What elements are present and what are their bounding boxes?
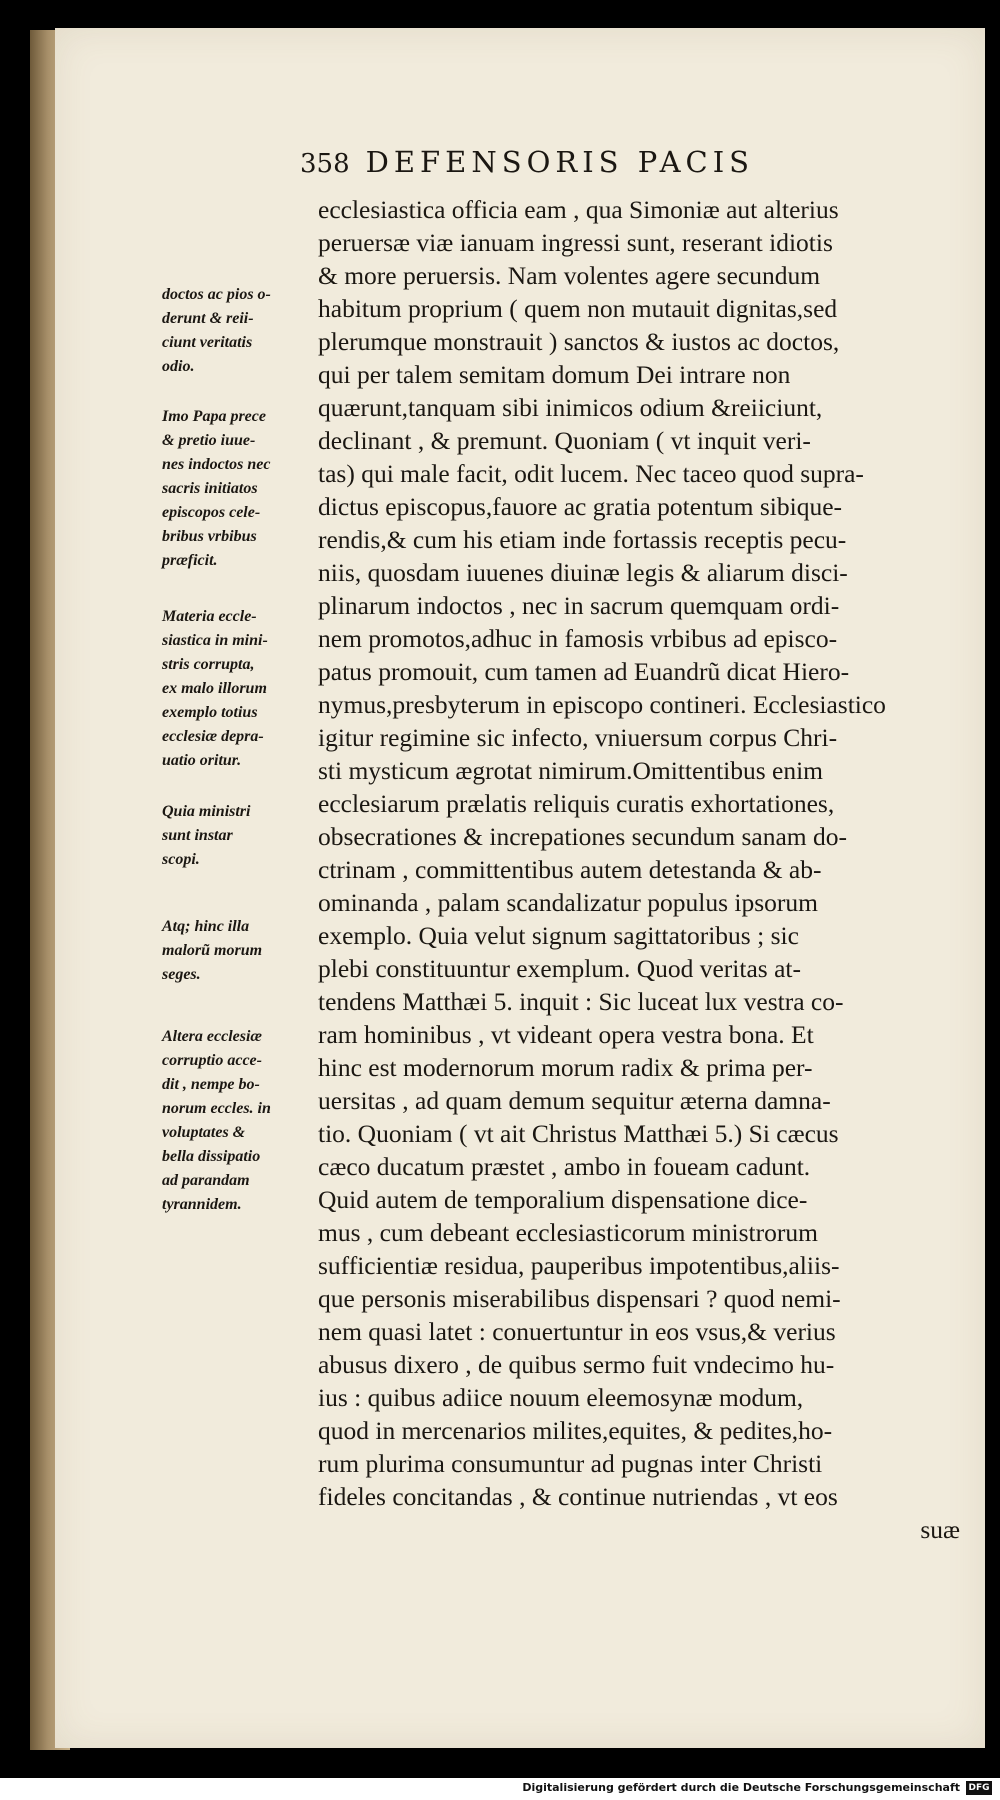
text-line: abusus dixero , de quibus sermo fuit vndecimo hu- [318,1350,835,1379]
margin-note-line: doctos ac pios o- [162,286,271,303]
funding-credit: Digitalisierung gefördert durch die Deutsche Forschungsgemeinschaft [522,1781,960,1794]
margin-note-line: siastica in mini- [162,632,268,649]
text-line: igitur regimine sic infecto, vniuersum corpus Chri- [318,723,838,752]
margin-note-line: Imo Papa prece [162,408,266,425]
margin-note-line: & pretio iuue- [162,432,256,449]
margin-note-line: episcopos cele- [162,504,261,521]
margin-note-line: voluptates & [162,1124,246,1141]
text-line: habitum proprium ( quem non mutauit dignitas,sed [318,294,838,323]
text-line: ecclesiarum prælatis reliquis curatis exhortationes, [318,789,835,818]
running-title: DEFENSORIS PACIS [365,145,755,179]
margin-note-line: derunt & reii- [162,310,254,327]
text-line: exemplo. Quia velut signum sagittatoribus ; sic [318,921,799,950]
text-line: peruersæ viæ ianuam ingressi sunt, reserant idiotis [318,228,833,257]
text-line: dictus episcopus,fauore ac gratia potentum sibique- [318,492,843,521]
text-line: sufficientiæ residua, pauperibus impotentibus,aliis- [318,1251,840,1280]
text-line: niis, quosdam iuuenes diuinæ legis & aliarum disci- [318,558,848,587]
text-line: quod in mercenarios milites,equites, & pedites,ho- [318,1416,833,1445]
text-line: declinant , & premunt. Quoniam ( vt inquit veri- [318,426,811,455]
text-line: quærunt,tanquam sibi inimicos odium &reiiciunt, [318,393,823,422]
margin-note-line: Materia eccle- [162,608,257,625]
margin-note-line: corruptio acce- [162,1052,262,1069]
margin-note-line: præficit. [162,552,218,569]
text-line: sti mysticum ægrotat nimirum.Omittentibus enim [318,756,824,785]
text-line: fideles concitandas , & continue nutriendas , vt eos [318,1482,838,1511]
margin-note-line: nes indoctos nec [162,456,271,473]
text-line: ram hominibus , vt videant opera vestra bona. Et [318,1020,814,1049]
margin-note-line: scopi. [162,851,200,868]
margin-note [162,283,322,379]
text-line: nymus,presbyterum in episcopo contineri. Ecclesiastico [318,690,886,719]
text-line: mus , cum debeant ecclesiasticorum ministrorum [318,1218,818,1247]
text-line: plinarum indoctos , nec in sacrum quemquam ordi- [318,591,840,620]
text-line: Quid autem de temporalium dispensatione dice- [318,1185,808,1214]
footer-strip [0,1778,1000,1800]
margin-note-line: malorũ morum [162,942,263,959]
text-line: patus promouit, cum tamen ad Euandrũ dicat Hiero- [318,657,850,686]
margin-note-line: ad parandam [162,1172,250,1189]
text-line: rendis,& cum his etiam inde fortassis receptis pecu- [318,525,847,554]
text-line: hinc est modernorum morum radix & prima per- [318,1053,813,1082]
text-line: tendens Matthæi 5. inquit : Sic luceat lux vestra co- [318,987,844,1016]
text-line: ius : quibus adiice nouum eleemosynæ modum, [318,1383,804,1412]
margin-note-line: seges. [162,966,201,983]
margin-note-line: bribus vrbibus [162,528,257,545]
text-line: qui per talem semitam domum Dei intrare non [318,360,791,389]
text-line: rum plurima consumuntur ad pugnas inter Christi [318,1449,823,1478]
margin-note-line: exemplo totius [162,704,258,721]
margin-note-line: odio. [162,358,195,375]
margin-note-line: dit , nempe bo- [162,1076,260,1093]
text-line: & more peruersis. Nam volentes agere secundum [318,261,821,290]
margin-note-line: Quia ministri [162,803,251,820]
margin-note-line: tyrannidem. [162,1196,242,1213]
margin-note-line: norum eccles. in [162,1100,271,1117]
text-line: plebi constituuntur exemplum. Quod veritas at- [318,954,801,983]
text-line: tio. Quoniam ( vt ait Christus Matthæi 5.) Si cæcus [318,1119,839,1148]
margin-note-line: sunt instar [162,827,233,844]
text-line: ominanda , palam scandalizatur populus ipsorum [318,888,818,917]
margin-note [162,605,322,773]
text-line: tas) qui male facit, odit lucem. Nec taceo quod supra- [318,459,864,488]
text-line: suæ [920,1515,960,1544]
text-line: uersitas , ad quam demum sequitur æterna damna- [318,1086,831,1115]
text-line: plerumque monstrauit ) sanctos & iustos ac doctos, [318,327,840,356]
margin-note-line: ecclesiæ depra- [162,728,264,745]
dfg-logo: DFG [966,1781,992,1795]
margin-note-line: Atq; hinc illa [162,918,250,935]
margin-note [162,915,322,987]
margin-note-line: bella dissipatio [162,1148,261,1165]
margin-note-line: Altera ecclesiæ [162,1028,262,1045]
text-line: ecclesiastica officia eam , qua Simoniæ aut alterius [318,195,839,224]
margin-note-line: uatio oritur. [162,752,242,769]
page-number: 358 [300,149,350,179]
text-line: que personis miserabilibus dispensari ? quod nemi- [318,1284,841,1313]
margin-note-line: ex malo illorum [162,680,267,697]
text-line: nem promotos,adhuc in famosis vrbibus ad episco- [318,624,838,653]
main-text-block [318,193,960,1546]
margin-note-line: ciunt veritatis [162,334,253,351]
margin-note-line: sacris initiatos [162,480,258,497]
margin-note [162,800,322,872]
text-line: ctrinam , committentibus autem detestanda & ab- [318,855,822,884]
margin-note-line: stris corrupta, [162,656,255,673]
margin-note [162,405,322,573]
text-line: cæco ducatum præstet , ambo in foueam cadunt. [318,1152,811,1181]
running-head [300,145,900,185]
margin-note [162,1025,322,1217]
text-line: nem quasi latet : conuertuntur in eos vsus,& verius [318,1317,836,1346]
text-line: obsecrationes & increpationes secundum sanam do- [318,822,847,851]
